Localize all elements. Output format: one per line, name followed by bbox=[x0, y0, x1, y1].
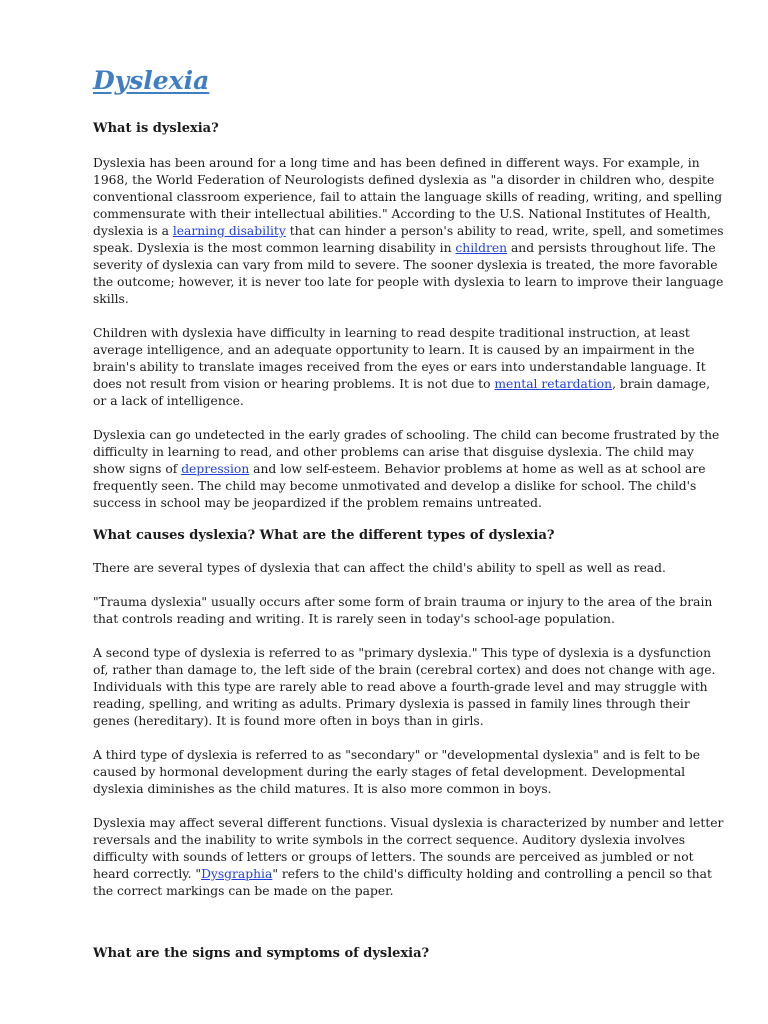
paragraph-text: Children with dyslexia have difficulty in learning to read despite traditional instruction, at least average intelligence, and an adequate opportunity to learn. It is caused by an impairment in the brain's ability to translate images received from the eyes or ears into understandable language. It does not result from vision or hearing problems. It is not due to bbox=[93, 326, 706, 391]
link-dysgraphia[interactable]: Dysgraphia bbox=[201, 867, 273, 881]
paragraph-secondary bbox=[93, 747, 725, 798]
paragraph-text: A second type of dyslexia is referred to as "primary dyslexia." This type of dyslexia is a dysfunction of, rather than damage to, the left side of the brain (cerebral cortex) and does not change with age. Individuals with this type are rarely able to read above a fourth-grade level and may struggle with reading, spelling, and writing as adults. Primary dyslexia is passed in family lines through their genes (hereditary). It is found more often in boys than in girls. bbox=[93, 646, 716, 728]
paragraph-text: There are several types of dyslexia that can affect the child's ability to spell as well as read. bbox=[93, 561, 666, 575]
document-page bbox=[93, 64, 725, 963]
paragraph-text: Dyslexia can go undetected in the early grades of schooling. The child can become frustrated by the difficulty in learning to read, and other problems can arise that disguise dyslexia. The child may show signs of bbox=[93, 428, 720, 476]
paragraph-text: , brain damage, or a lack of intelligence. bbox=[93, 377, 710, 408]
link-depression[interactable]: depression bbox=[181, 462, 250, 476]
paragraph-undetected bbox=[93, 427, 725, 512]
link-children[interactable]: children bbox=[455, 241, 508, 255]
paragraph-difficulty bbox=[93, 325, 725, 410]
paragraph-several-types bbox=[93, 560, 725, 577]
link-mental-retardation[interactable]: mental retardation bbox=[494, 377, 613, 391]
paragraph-text: A third type of dyslexia is referred to as "secondary" or "developmental dyslexia" and is felt to be caused by hormonal development during the early stages of fetal development. Developmental dyslexia diminishes as the child matures. It is also more common in boys. bbox=[93, 748, 701, 796]
paragraph-trauma bbox=[93, 594, 725, 628]
paragraph-text: "Trauma dyslexia" usually occurs after some form of brain trauma or injury to the area of the brain that controls reading and writing. It is rarely seen in today's school-age population. bbox=[93, 595, 713, 626]
link-learning-disability[interactable]: learning disability bbox=[172, 224, 286, 238]
section-heading-causes: What causes dyslexia? What are the different types of dyslexia? bbox=[93, 528, 555, 543]
page-title: Dyslexia bbox=[93, 66, 210, 95]
paragraph-text: and low self-esteem. Behavior problems at home as well as at school are frequently seen. The child may become unmotivated and develop a dislike for school. The child's success in school may be jeopardized if the problem remains untreated. bbox=[93, 462, 706, 510]
paragraph-definition bbox=[93, 155, 725, 308]
paragraph-text: that can hinder a person's ability to read, write, spell, and sometimes speak. Dyslexia is the most common learning disability in bbox=[93, 224, 724, 255]
paragraph-text: Dyslexia has been around for a long time and has been defined in different ways. For example, in 1968, the World Federation of Neurologists defined dyslexia as "a disorder in children who, despite conventional classroom experience, fail to attain the language skills of reading, writing, and spelling commensurate with their intellectual abilities." According to the U.S. National Institutes of Health, dyslexia is a bbox=[93, 156, 723, 238]
paragraph-text: " refers to the child's difficulty holding and controlling a pencil so that the correct markings can be made on the paper. bbox=[93, 867, 712, 898]
paragraph-primary bbox=[93, 645, 725, 730]
section-heading-what-is: What is dyslexia? bbox=[93, 121, 219, 136]
paragraph-functions bbox=[93, 815, 725, 900]
section-heading-symptoms: What are the signs and symptoms of dyslexia? bbox=[93, 946, 430, 961]
paragraph-text: Dyslexia may affect several different functions. Visual dyslexia is characterized by number and letter reversals and the inability to write symbols in the correct sequence. Auditory dyslexia involves difficulty with sounds of letters or groups of letters. The sounds are perceived as jumbled or not heard correctly. " bbox=[93, 816, 724, 881]
paragraph-text: and persists throughout life. The severity of dyslexia can vary from mild to severe. The sooner dyslexia is treated, the more favorable the outcome; however, it is never too late for people with dyslexia to learn to improve their language skills. bbox=[93, 241, 724, 306]
